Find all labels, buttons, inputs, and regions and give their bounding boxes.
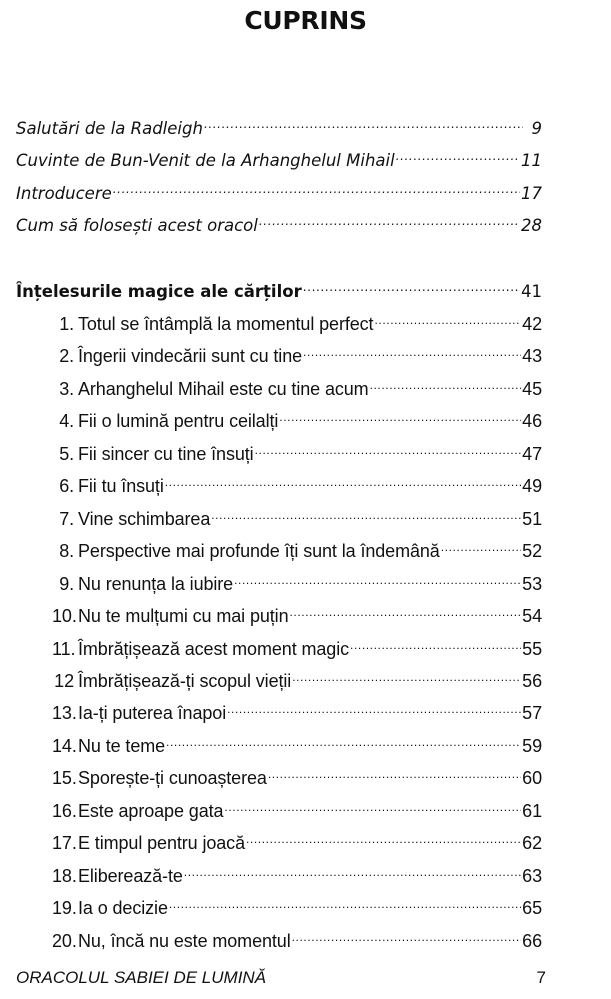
toc-card-entry[interactable]	[52, 371, 542, 399]
card-number: 8.	[59, 541, 74, 561]
toc-entry-page: 59	[522, 736, 542, 756]
running-title: ORACOLUL SABIEI DE LUMINĂ	[16, 968, 267, 987]
toc-entry-page: 28	[521, 216, 542, 235]
toc-entry-page: 65	[522, 898, 542, 918]
card-number: 4.	[59, 411, 74, 431]
toc-entry[interactable]	[16, 207, 542, 235]
card-title: Perspective mai profunde îți sunt la îndemână	[78, 541, 440, 561]
toc-entry-page: 66	[522, 931, 542, 951]
leader-dots	[211, 501, 521, 525]
page-title: CUPRINS	[244, 6, 367, 35]
toc-entry-page: 17	[521, 184, 542, 203]
leader-dots	[292, 923, 522, 947]
toc-card-entry[interactable]	[52, 631, 542, 659]
toc-entry-page: 60	[522, 768, 542, 788]
card-title: Îngerii vindecării sunt cu tine	[78, 346, 303, 366]
toc-entry-page: 62	[522, 833, 542, 853]
card-title: Fii o lumină pentru ceilalți	[78, 411, 279, 431]
toc-entry-label: Cuvinte de Bun-Venit de la Arhanghelul Mihail	[16, 151, 395, 170]
leader-dots	[268, 760, 521, 784]
card-number: 6.	[59, 476, 74, 496]
card-number: 2.	[59, 346, 74, 366]
leader-dots	[166, 728, 521, 752]
toc-entry[interactable]	[16, 110, 542, 138]
card-number: 12	[54, 671, 74, 691]
toc-card-entry[interactable]	[52, 760, 542, 788]
toc-card-entry[interactable]	[52, 728, 542, 756]
card-number: 10.	[52, 606, 77, 626]
toc-entry[interactable]	[16, 175, 542, 203]
toc-section-label: Înțelesurile magice ale cărților	[16, 282, 302, 301]
card-number: 17.	[52, 833, 77, 853]
leader-dots	[224, 793, 521, 817]
card-number: 14.	[52, 736, 77, 756]
toc-entry-page: 11	[521, 151, 542, 170]
card-number: 7.	[59, 509, 74, 529]
leader-dots	[374, 306, 521, 330]
card-number: 3.	[59, 379, 74, 399]
toc-card-entry[interactable]	[52, 533, 542, 561]
card-number: 13.	[52, 703, 77, 723]
leader-dots	[227, 695, 521, 719]
card-title: Nu, încă nu este momentul	[78, 931, 291, 951]
toc-entry-page: 45	[522, 379, 542, 399]
leader-dots	[370, 371, 522, 395]
toc-entry-page: 57	[522, 703, 542, 723]
card-title: Vine schimbarea	[78, 509, 211, 529]
toc-entry-page: 46	[522, 411, 542, 431]
toc-card-entry[interactable]	[52, 695, 542, 723]
toc-card-entry[interactable]	[52, 663, 542, 691]
card-title: Nu renunța la iubire	[78, 574, 234, 594]
leader-dots	[259, 207, 520, 231]
page-footer	[16, 968, 546, 988]
toc-entry-page: 51	[522, 509, 542, 529]
toc-card-entry[interactable]	[52, 923, 542, 951]
card-title: E timpul pentru joacă	[78, 833, 245, 853]
card-number: 18.	[52, 866, 77, 886]
toc-card-entry[interactable]	[52, 436, 542, 464]
toc-entry-page: 49	[522, 476, 542, 496]
leader-dots	[303, 338, 521, 362]
toc-entry-label: Salutări de la Radleigh	[16, 119, 203, 138]
toc-entry-page: 56	[522, 671, 542, 691]
leader-dots	[169, 890, 521, 914]
toc-entry-page: 61	[522, 801, 542, 821]
leader-dots	[289, 598, 521, 622]
toc-entry-page: 55	[522, 639, 542, 659]
leader-dots	[292, 663, 521, 687]
leader-dots	[165, 468, 521, 492]
toc-card-entry[interactable]	[52, 403, 542, 431]
leader-dots	[279, 403, 521, 427]
toc-card-entry[interactable]	[52, 501, 542, 529]
card-title: Nu te teme	[78, 736, 166, 756]
toc-entry-page: 41	[521, 282, 542, 301]
toc-card-entry[interactable]	[52, 858, 542, 886]
toc-card-entry[interactable]	[52, 468, 542, 496]
toc-entry-page: 9	[531, 119, 542, 138]
toc-entry[interactable]	[16, 142, 542, 170]
toc-entry-page: 42	[522, 314, 542, 334]
toc-card-entry[interactable]	[52, 890, 542, 918]
leader-dots	[113, 175, 520, 199]
toc-card-entry[interactable]	[52, 566, 542, 594]
leader-dots	[350, 631, 521, 655]
leader-dots	[234, 566, 521, 590]
leader-dots	[204, 110, 523, 134]
toc-entry-page: 54	[522, 606, 542, 626]
card-title: Este aproape gata	[78, 801, 224, 821]
table-of-contents	[16, 0, 542, 999]
toc-entry-page: 43	[522, 346, 542, 366]
leader-dots	[396, 142, 520, 166]
card-number: 20.	[52, 931, 77, 951]
card-number: 1.	[59, 314, 74, 334]
toc-card-entry[interactable]	[52, 793, 542, 821]
card-title: Îmbrățișează acest moment magic	[78, 639, 350, 659]
card-title: Fii sincer cu tine însuți	[78, 444, 254, 464]
leader-dots	[441, 533, 521, 557]
toc-card-entry[interactable]	[52, 825, 542, 853]
card-number: 15.	[52, 768, 77, 788]
toc-section-entry[interactable]	[16, 273, 542, 301]
leader-dots	[184, 858, 521, 882]
toc-entry-page: 47	[522, 444, 542, 464]
card-title: Sporește-ți cunoașterea	[78, 768, 267, 788]
card-number: 19.	[52, 898, 77, 918]
card-number: 11.	[52, 639, 76, 659]
toc-entry-page: 53	[522, 574, 542, 594]
card-title: Fii tu însuți	[78, 476, 164, 496]
card-title: Îmbrățișează-ți scopul vieții	[78, 671, 292, 691]
card-title: Totul se întâmplă la momentul perfect	[78, 314, 374, 334]
card-title: Nu te mulțumi cu mai puțin	[78, 606, 289, 626]
toc-card-entry[interactable]	[52, 598, 542, 626]
card-number: 16.	[52, 801, 77, 821]
page-number: 7	[536, 968, 546, 987]
toc-entry-page: 63	[522, 866, 542, 886]
toc-entry-label: Introducere	[16, 184, 112, 203]
card-title: Eliberează-te	[78, 866, 183, 886]
toc-entry-label: Cum să folosești acest oracol	[16, 216, 258, 235]
card-title: Arhanghelul Mihail este cu tine acum	[78, 379, 369, 399]
leader-dots	[255, 436, 522, 460]
toc-card-entry[interactable]	[52, 306, 542, 334]
leader-dots	[303, 273, 520, 297]
leader-dots	[246, 825, 521, 849]
card-title: Ia-ți puterea înapoi	[78, 703, 227, 723]
toc-entry-page: 52	[522, 541, 542, 561]
card-title: Ia o decizie	[78, 898, 168, 918]
toc-card-entry[interactable]	[52, 338, 542, 366]
card-number: 5.	[59, 444, 74, 464]
card-number: 9.	[59, 574, 74, 594]
